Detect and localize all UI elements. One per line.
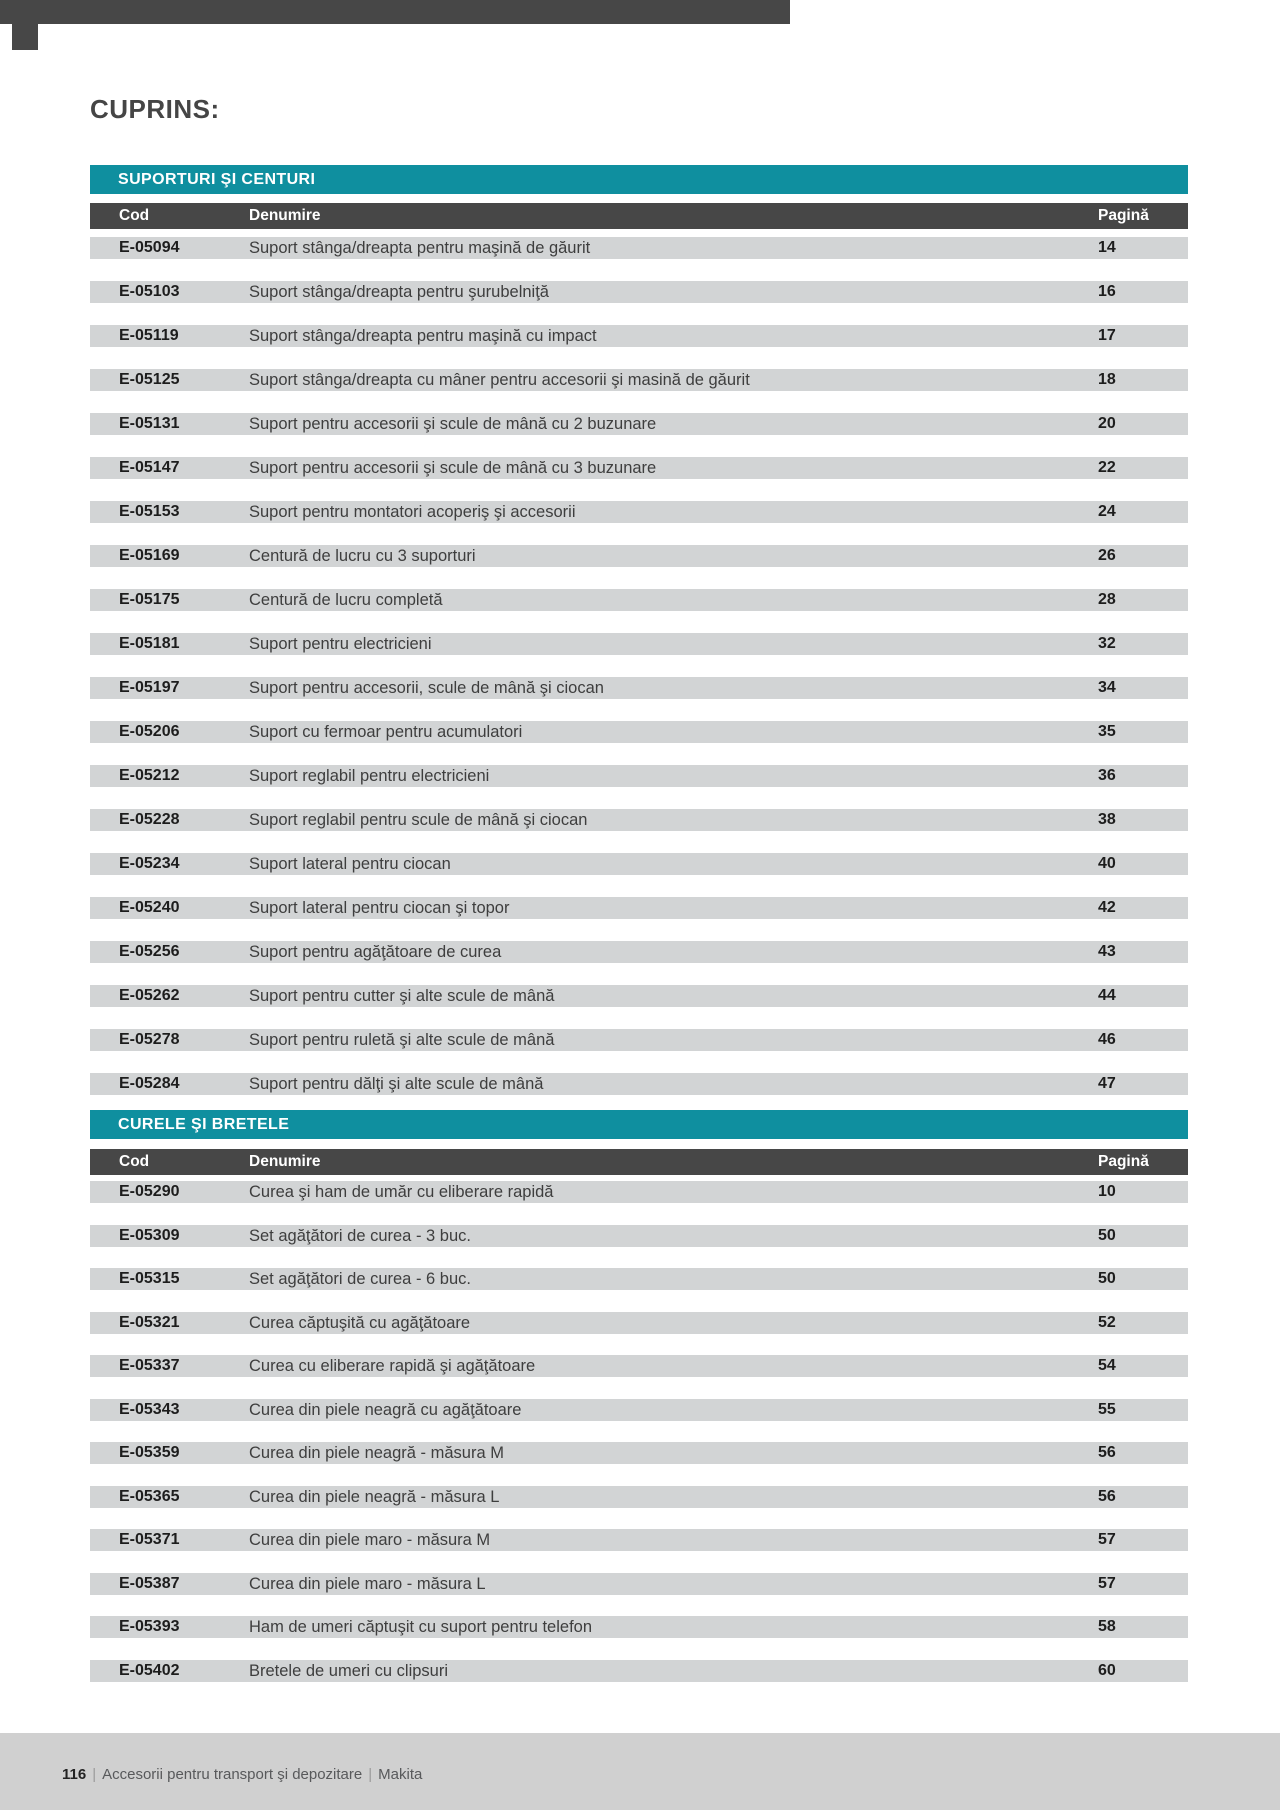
table-row — [90, 1355, 1188, 1377]
table-row — [90, 589, 1188, 611]
row-code: E-05278 — [119, 1031, 180, 1048]
row-page: 38 — [1098, 811, 1116, 828]
row-page: 20 — [1098, 415, 1116, 432]
row-page: 36 — [1098, 767, 1116, 784]
column-header-row — [90, 203, 1188, 229]
table-row — [90, 853, 1188, 875]
table-row — [90, 281, 1188, 303]
row-code: E-05365 — [119, 1487, 180, 1505]
row-code: E-05284 — [119, 1075, 180, 1092]
row-description: Suport stânga/dreapta cu mâner pentru accesorii şi masină de găurit — [249, 371, 750, 389]
column-label-cod: Cod — [119, 207, 150, 224]
row-page: 56 — [1098, 1487, 1116, 1505]
table-row — [90, 1616, 1188, 1638]
row-page: 40 — [1098, 855, 1116, 872]
row-code: E-05290 — [119, 1183, 180, 1200]
column-label-pagina: Pagină — [1098, 207, 1149, 224]
row-description: Bretele de umeri cu clipsuri — [249, 1661, 448, 1680]
row-code: E-05147 — [119, 459, 180, 476]
row-code: E-05402 — [119, 1661, 180, 1679]
row-page: 10 — [1098, 1183, 1116, 1200]
row-description: Curea căptuşită cu agăţătoare — [249, 1313, 471, 1332]
table-row — [90, 457, 1188, 479]
row-page: 50 — [1098, 1270, 1116, 1287]
row-description: Suport pentru dălţi şi alte scule de mână — [249, 1075, 544, 1093]
table-row — [90, 721, 1188, 743]
row-page: 52 — [1098, 1313, 1116, 1331]
toc-section — [90, 165, 1188, 1095]
column-label-cod: Cod — [119, 1153, 150, 1170]
row-page: 55 — [1098, 1400, 1116, 1418]
row-page: 35 — [1098, 723, 1116, 740]
row-code: E-05094 — [119, 239, 180, 256]
toc-section — [90, 1110, 1188, 1682]
row-page: 17 — [1098, 327, 1116, 344]
table-row — [90, 1573, 1188, 1595]
row-description: Suport pentru accesorii şi scule de mână cu 3 buzunare — [249, 459, 657, 477]
page-title: CUPRINS: — [90, 94, 220, 124]
table-row — [90, 237, 1188, 259]
row-page: 44 — [1098, 987, 1116, 1004]
row-description: Centură de lucru cu 3 suporturi — [249, 547, 476, 565]
row-code: E-05175 — [119, 591, 180, 608]
table-row — [90, 677, 1188, 699]
row-code: E-05125 — [119, 371, 180, 388]
row-page: 26 — [1098, 547, 1116, 564]
table-row — [90, 1225, 1188, 1247]
table-row — [90, 1660, 1188, 1682]
table-row — [90, 1399, 1188, 1421]
table-row — [90, 1268, 1188, 1290]
table-row — [90, 1486, 1188, 1508]
row-description: Suport pentru accesorii şi scule de mână cu 2 buzunare — [249, 415, 657, 433]
row-code: E-05228 — [119, 811, 180, 828]
table-row — [90, 413, 1188, 435]
row-description: Suport reglabil pentru scule de mână şi ciocan — [249, 811, 588, 829]
footer-separator: | — [368, 1766, 373, 1783]
row-page: 32 — [1098, 635, 1116, 652]
row-page: 34 — [1098, 679, 1116, 696]
row-code: E-05262 — [119, 987, 180, 1004]
footer-text: Accesorii pentru transport şi depozitare — [102, 1766, 363, 1783]
column-label-denumire: Denumire — [249, 1153, 321, 1170]
row-code: E-05131 — [119, 415, 180, 432]
row-code: E-05212 — [119, 767, 180, 784]
row-description: Suport pentru montatori acoperiş şi accesorii — [249, 503, 576, 521]
row-code: E-05153 — [119, 503, 180, 520]
table-row — [90, 501, 1188, 523]
table-row — [90, 633, 1188, 655]
row-page: 24 — [1098, 503, 1116, 520]
row-page: 18 — [1098, 371, 1116, 388]
table-row — [90, 325, 1188, 347]
row-page: 47 — [1098, 1075, 1116, 1092]
row-description: Suport pentru ruletă şi alte scule de mână — [249, 1031, 555, 1049]
footer-page-number: 116 — [62, 1766, 87, 1783]
row-description: Curea din piele neagră cu agăţătoare — [249, 1400, 522, 1419]
footer-brand: Makita — [378, 1766, 423, 1783]
row-description: Ham de umeri căptuşit cu suport pentru telefon — [249, 1618, 593, 1636]
row-page: 58 — [1098, 1618, 1116, 1635]
table-row — [90, 545, 1188, 567]
row-code: E-05359 — [119, 1444, 180, 1461]
top-decorative-square — [12, 24, 38, 50]
table-of-contents — [90, 165, 1188, 1682]
row-page: 57 — [1098, 1531, 1116, 1548]
row-page: 22 — [1098, 459, 1116, 476]
row-code: E-05343 — [119, 1400, 180, 1418]
row-description: Set agăţători de curea - 3 buc. — [249, 1226, 471, 1245]
column-label-pagina: Pagină — [1098, 1153, 1149, 1170]
table-row — [90, 1181, 1188, 1203]
row-code: E-05337 — [119, 1357, 180, 1374]
row-description: Curea din piele neagră - măsura M — [249, 1444, 504, 1462]
table-row — [90, 897, 1188, 919]
row-description: Suport cu fermoar pentru acumulatori — [249, 723, 523, 741]
table-row — [90, 1529, 1188, 1551]
row-page: 60 — [1098, 1661, 1116, 1679]
row-page: 54 — [1098, 1357, 1116, 1374]
row-code: E-05387 — [119, 1574, 180, 1592]
row-description: Curea cu eliberare rapidă şi agăţătoare — [249, 1357, 536, 1375]
row-description: Centură de lucru completă — [249, 591, 443, 609]
page-footer — [0, 1733, 1280, 1810]
row-description: Suport pentru accesorii, scule de mână şi ciocan — [249, 679, 604, 697]
row-description: Suport lateral pentru ciocan şi topor — [249, 899, 510, 917]
row-page: 50 — [1098, 1226, 1116, 1244]
row-page: 16 — [1098, 283, 1116, 300]
row-code: E-05315 — [119, 1270, 180, 1287]
table-row — [90, 1029, 1188, 1051]
row-page: 46 — [1098, 1031, 1116, 1048]
row-code: E-05393 — [119, 1618, 180, 1635]
column-label-denumire: Denumire — [249, 207, 321, 224]
row-description: Suport stânga/dreapta pentru maşină cu impact — [249, 327, 597, 345]
row-description: Curea din piele maro - măsura L — [249, 1574, 486, 1593]
row-code: E-05181 — [119, 635, 180, 652]
row-code: E-05240 — [119, 899, 180, 916]
row-description: Suport stânga/dreapta pentru maşină de găurit — [249, 239, 591, 257]
row-code: E-05256 — [119, 943, 180, 960]
table-row — [90, 1073, 1188, 1095]
table-row — [90, 369, 1188, 391]
row-code: E-05103 — [119, 283, 180, 300]
row-page: 43 — [1098, 943, 1116, 960]
row-code: E-05197 — [119, 679, 180, 696]
row-description: Set agăţători de curea - 6 buc. — [249, 1270, 471, 1288]
row-page: 42 — [1098, 899, 1116, 916]
row-description: Curea din piele maro - măsura M — [249, 1531, 491, 1549]
table-row — [90, 809, 1188, 831]
table-row — [90, 765, 1188, 787]
row-description: Suport pentru agăţătoare de curea — [249, 943, 502, 961]
table-row — [90, 1312, 1188, 1334]
table-row — [90, 985, 1188, 1007]
row-description: Suport lateral pentru ciocan — [249, 855, 451, 873]
row-page: 14 — [1098, 239, 1116, 256]
section-header: SUPORTURI ŞI CENTURI — [90, 165, 1188, 194]
row-description: Suport reglabil pentru electricieni — [249, 767, 490, 785]
table-row — [90, 1442, 1188, 1464]
row-page: 28 — [1098, 591, 1116, 608]
row-page: 57 — [1098, 1574, 1116, 1592]
row-code: E-05234 — [119, 855, 180, 872]
row-description: Curea din piele neagră - măsura L — [249, 1487, 500, 1506]
row-code: E-05119 — [119, 327, 179, 344]
table-row — [90, 941, 1188, 963]
section-header: CURELE ŞI BRETELE — [90, 1110, 1188, 1139]
row-code: E-05321 — [119, 1313, 180, 1331]
row-description: Suport stânga/dreapta pentru şurubelniţă — [249, 283, 549, 301]
row-code: E-05206 — [119, 723, 180, 740]
row-description: Suport pentru cutter şi alte scule de mână — [249, 987, 555, 1005]
row-description: Suport pentru electricieni — [249, 635, 432, 653]
row-code: E-05371 — [119, 1531, 180, 1548]
row-code: E-05309 — [119, 1226, 180, 1244]
row-description: Curea şi ham de umăr cu eliberare rapidă — [249, 1183, 554, 1201]
column-header-row — [90, 1149, 1188, 1175]
row-code: E-05169 — [119, 547, 180, 564]
footer-separator: | — [92, 1766, 97, 1783]
top-decorative-bar — [0, 0, 790, 24]
row-page: 56 — [1098, 1444, 1116, 1461]
